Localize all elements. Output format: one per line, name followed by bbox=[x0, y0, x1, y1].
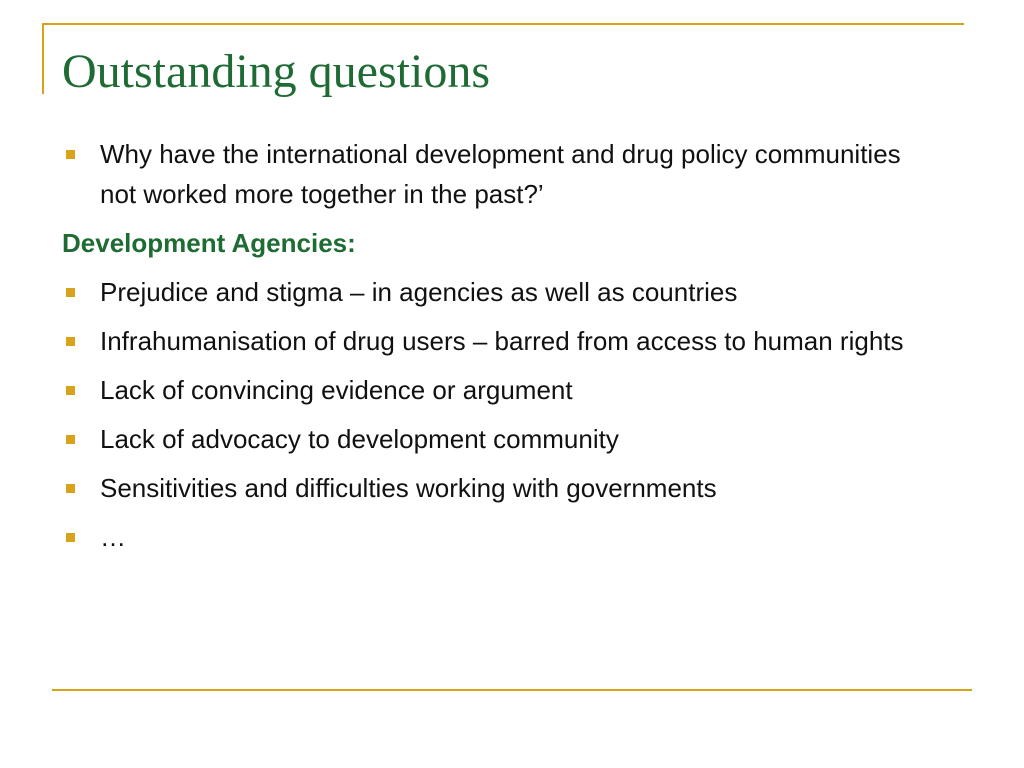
agency-bullet-list bbox=[62, 272, 942, 557]
top-border-line bbox=[42, 23, 964, 25]
bullet-text: Prejudice and stigma – in agencies as well as countries bbox=[100, 277, 738, 307]
square-bullet-icon bbox=[66, 288, 75, 297]
bullet-item bbox=[62, 517, 942, 557]
left-border-line bbox=[42, 23, 44, 94]
bullet-item bbox=[62, 419, 942, 459]
bullet-item bbox=[62, 468, 942, 508]
slide-title: Outstanding questions bbox=[62, 45, 490, 98]
bullet-item bbox=[62, 321, 942, 361]
square-bullet-icon bbox=[66, 435, 75, 444]
bullet-item bbox=[62, 134, 942, 214]
bullet-text: Why have the international development and drug policy communities not worked more together in the past?’ bbox=[100, 139, 901, 209]
bullet-item bbox=[62, 370, 942, 410]
slide-body bbox=[62, 134, 942, 566]
square-bullet-icon bbox=[66, 533, 75, 542]
bullet-text: Infrahumanisation of drug users – barred from access to human rights bbox=[100, 326, 904, 356]
square-bullet-icon bbox=[66, 386, 75, 395]
bullet-text: … bbox=[100, 522, 126, 552]
section-heading: Development Agencies: bbox=[62, 228, 356, 258]
square-bullet-icon bbox=[66, 337, 75, 346]
intro-bullet-list bbox=[62, 134, 942, 214]
bullet-text: Lack of convincing evidence or argument bbox=[100, 375, 573, 405]
bullet-text: Lack of advocacy to development community bbox=[100, 424, 619, 454]
bullet-text: Sensitivities and difficulties working with governments bbox=[100, 473, 717, 503]
bottom-border-line bbox=[52, 689, 972, 691]
square-bullet-icon bbox=[66, 150, 75, 159]
square-bullet-icon bbox=[66, 484, 75, 493]
bullet-item bbox=[62, 272, 942, 312]
